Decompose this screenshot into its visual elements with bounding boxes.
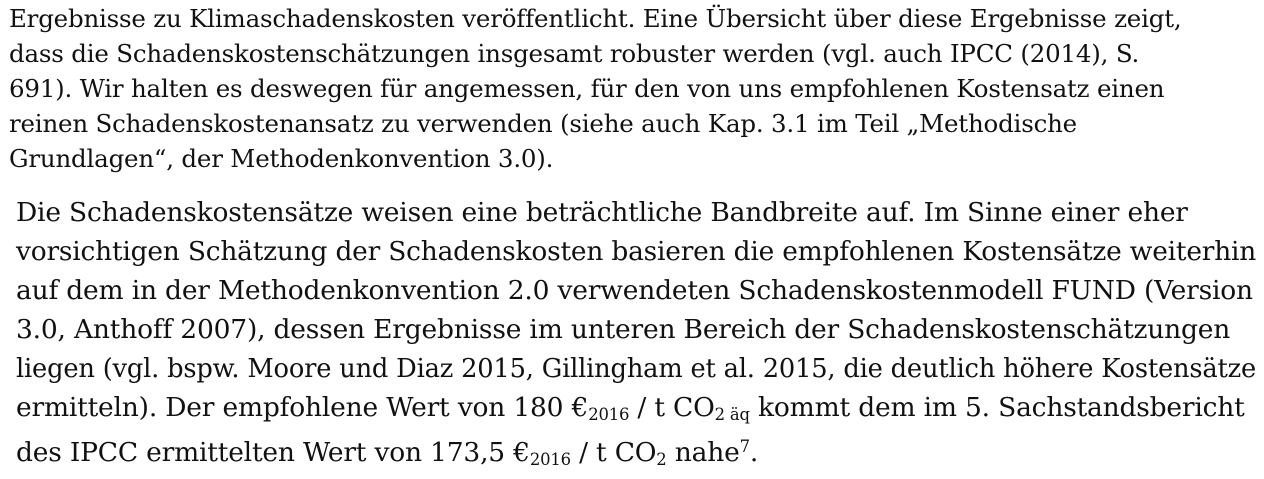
paragraph-2-line-4: 3.0, Anthoff 2007), dessen Ergebnisse im unteren Bereich der Schadenskostenschätzungen [16,314,1231,345]
line-7-text-middle: / t CO [570,437,657,469]
line-7-text-before: des IPCC ermittelten Wert von 173,5 € [16,437,530,469]
line-7-text-end: . [749,437,759,469]
paragraph-1-line-3: 691). Wir halten es deswegen für angemessen, für den von uns empfohlenen Kostensatz einen [9,74,1165,103]
euro-year-subscript: 2016 [588,405,630,425]
line-6-text-after: kommt dem im 5. Sachstandsbericht [749,392,1245,423]
co2-subscript: 2 [656,450,667,470]
paragraph-2-line-7 [16,428,758,479]
paragraph-1-line-5: Grundlagen“, der Methodenkonvention 3.0). [9,144,554,173]
paragraph-1-line-4: reinen Schadenskostenansatz zu verwenden (siehe auch Kap. 3.1 im Teil „Methodische [9,109,1077,138]
paragraph-2-line-1: Die Schadenskostensätze weisen eine beträchtliche Bandbreite auf. Im Sinne einer eher [16,197,1188,228]
co2-equivalent-subscript: 2 äq [714,405,750,425]
euro-year-subscript: 2016 [529,450,571,470]
line-7-text-after: nahe [666,437,740,469]
paragraph-2-line-5: liegen (vgl. bspw. Moore und Diaz 2015, Gillingham et al. 2015, die deutlich höhere Kostensätze [16,353,1257,384]
paragraph-2-line-2: vorsichtigen Schätzung der Schadenskosten basieren die empfohlenen Kostensätze weiterhin [16,236,1257,267]
footnote-marker[interactable]: 7 [739,437,750,456]
line-6-text-before: ermitteln). Der empfohlene Wert von 180 € [16,392,589,423]
line-6-text-middle: / t CO [629,392,715,423]
paragraph-2-line-3: auf dem in der Methodenkonvention 2.0 verwendeten Schadenskostenmodell FUND (Version [16,275,1253,306]
paragraph-1-line-1: Ergebnisse zu Klimaschadenskosten veröffentlicht. Eine Übersicht über diese Ergebnisse zeigt, [9,4,1182,33]
paragraph-1-line-2: dass die Schadenskostenschätzungen insgesamt robuster werden (vgl. auch IPCC (2014), S. [9,39,1140,68]
